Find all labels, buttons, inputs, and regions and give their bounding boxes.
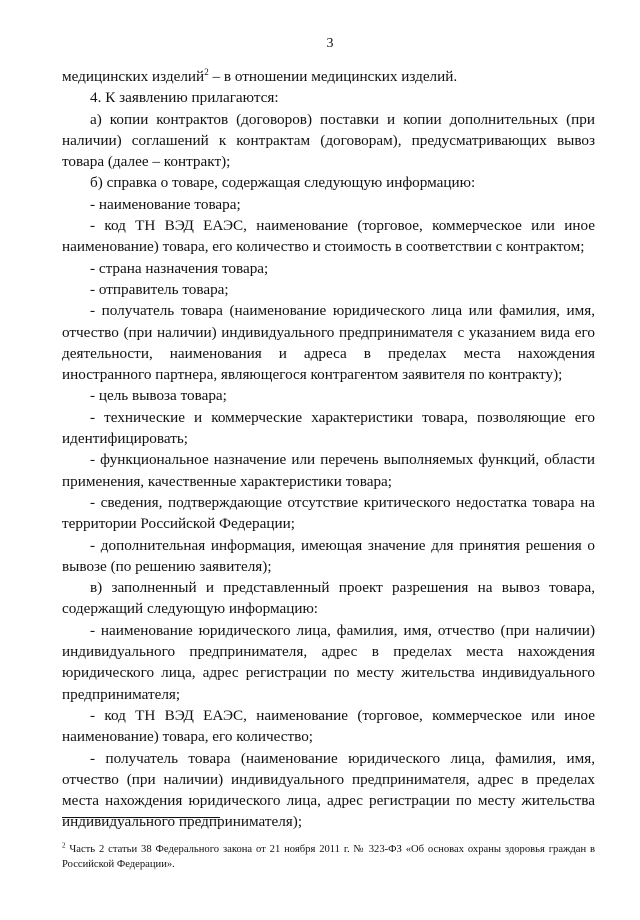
paragraph: 4. К заявлению прилагаются: (90, 89, 279, 107)
list-item: - код ТН ВЭД ЕАЭС, наименование (торговое, коммерческое или иное наименование) товара, его количество; (62, 706, 595, 746)
paragraph-text: – в отношении медицинских изделий. (208, 68, 458, 85)
page-number: 3 (326, 36, 334, 51)
list-item: - страна назначения товара; (90, 259, 269, 277)
paragraph: а) копии контрактов (договоров) поставки и копии дополнительных (при наличии) соглашений к контрактам (договорам), предусматривающих вывоз товара (далее – контракт); (62, 110, 595, 171)
list-item: - функциональное назначение или перечень выполняемых функций, области применения, качественные характеристики товара; (62, 451, 595, 490)
paragraph (62, 66, 595, 87)
list-item: - наименование товара; (90, 195, 241, 213)
list-item: - сведения, подтверждающие отсутствие критического недостатка товара на территории Российской Федерации; (62, 493, 595, 533)
list-item: - технические и коммерческие характеристики товара, позволяющие его идентифицировать; (62, 408, 595, 448)
footnote-reference[interactable]: 2 (204, 66, 209, 77)
list-item: - получатель товара (наименование юридического лица, фамилия, имя, отчество (при наличии) индивидуального предпринимателя, адрес в пределах места нахождения юридического лица, адрес регистрации по месту жительства индивидуального предпринимателя); (62, 749, 595, 831)
list-item: - получатель товара (наименование юридического лица или фамилия, имя, отчество (при наличии) индивидуального предпринимателя с указанием вида его деятельности, наименования и адреса в пределах места нахождения иностранного партнера, являющегося контрагентом заявителя по контракту); (62, 302, 595, 384)
list-item: - дополнительная информация, имеющая значение для принятия решения о вывозе (по решению заявителя); (62, 536, 595, 575)
paragraph: в) заполненный и представленный проект разрешения на вывоз товара, содержащий следующую информацию: (62, 579, 595, 618)
footnote-divider (62, 817, 220, 818)
body-text (62, 66, 595, 833)
list-item: - код ТН ВЭД ЕАЭС, наименование (торговое, коммерческое или иное наименование) товара, его количество и стоимость в соответствии с контрактом; (62, 217, 595, 256)
paragraph: б) справка о товаре, содержащая следующую информацию: (90, 174, 476, 192)
paragraph-text: медицинских изделий (62, 68, 205, 85)
footnote-text: Часть 2 статьи 38 Федерального закона от 21 ноября 2011 г. № 323-ФЗ «Об основах охраны здоровья граждан в Российской Федерации». (62, 844, 595, 870)
list-item: - цель вывоза товара; (90, 387, 227, 405)
list-item: - отправитель товара; (90, 280, 229, 298)
footnote (62, 842, 595, 872)
footnote-mark: 2 (62, 841, 66, 850)
list-item: - наименование юридического лица, фамилия, имя, отчество (при наличии) индивидуального предпринимателя, адрес в пределах места нахождения юридического лица, адрес регистрации по месту жительства индивидуального предпринимателя; (62, 621, 595, 703)
